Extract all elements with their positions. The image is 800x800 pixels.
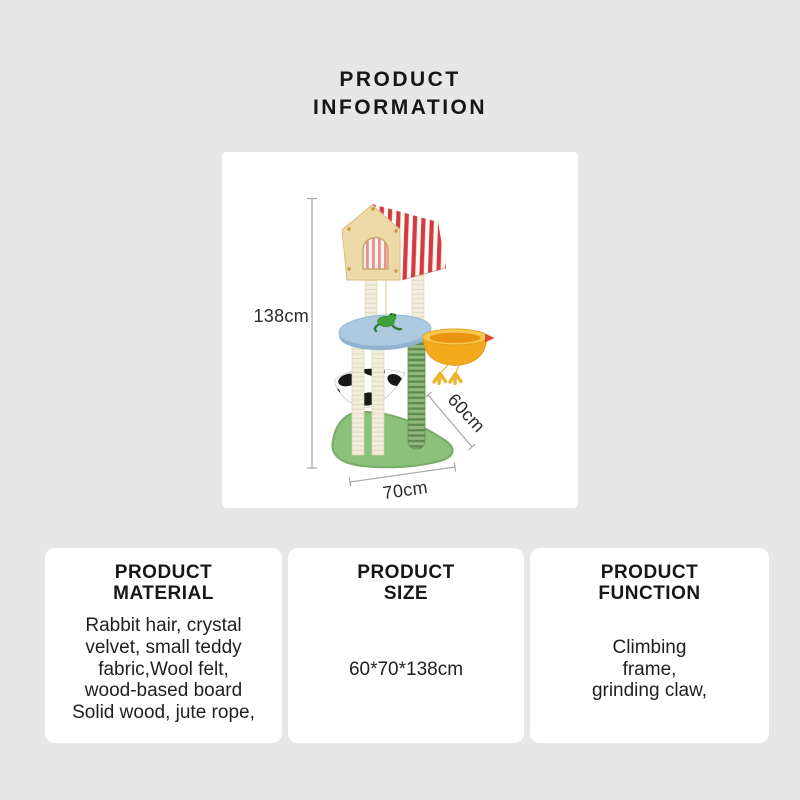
card-title-line: SIZE [383, 583, 429, 604]
product-image-card [222, 152, 578, 508]
product-material-body [45, 604, 282, 743]
product-function-card [530, 548, 769, 743]
product-size-card [288, 548, 524, 743]
product-function-title [530, 562, 769, 604]
depth-dimension-label: 60cm [443, 389, 490, 437]
page-title-line2: INFORMATION [312, 96, 488, 120]
base-board [332, 412, 452, 467]
card-title-line: FUNCTION [598, 583, 701, 604]
body-line: Solid wood, jute rope, [72, 702, 255, 724]
chicken-foot-right [450, 374, 461, 384]
product-size-body [288, 604, 524, 743]
product-size-title [288, 562, 524, 604]
scratching-post-lower-right [372, 342, 384, 455]
body-line: Climbing [612, 636, 687, 658]
height-dimension-label: 138cm [253, 306, 309, 326]
body-line: frame, [622, 658, 677, 680]
product-material-card [45, 548, 282, 743]
body-line: 60*70*138cm [348, 658, 464, 680]
product-function-body [530, 604, 769, 743]
page-title-line1: PRODUCT [339, 68, 461, 92]
door-opening [363, 238, 388, 270]
chicken-basket [423, 329, 495, 384]
body-line: velvet, small teddy [85, 636, 242, 658]
body-line: wood-based board [84, 680, 243, 702]
spring-scratcher [408, 338, 425, 449]
scratching-post-lower-left [352, 342, 364, 455]
beak [485, 334, 495, 343]
body-line: Rabbit hair, crystal [85, 615, 242, 636]
chicken-foot-left [434, 374, 446, 384]
card-title-line: PRODUCT [114, 562, 213, 583]
page-title [0, 66, 800, 122]
cow-hammock [330, 365, 405, 407]
cat-tree-figure [222, 152, 578, 508]
body-line: grinding claw, [591, 680, 708, 702]
product-material-title [45, 562, 282, 604]
card-title-line: PRODUCT [357, 562, 455, 583]
width-dimension-label: 70cm [381, 477, 429, 504]
body-line: fabric,Wool felt, [98, 658, 229, 680]
card-title-line: PRODUCT [600, 562, 699, 583]
cat-house [342, 204, 446, 280]
height-dimension-line [307, 199, 317, 469]
card-title-line: MATERIAL [113, 583, 214, 604]
